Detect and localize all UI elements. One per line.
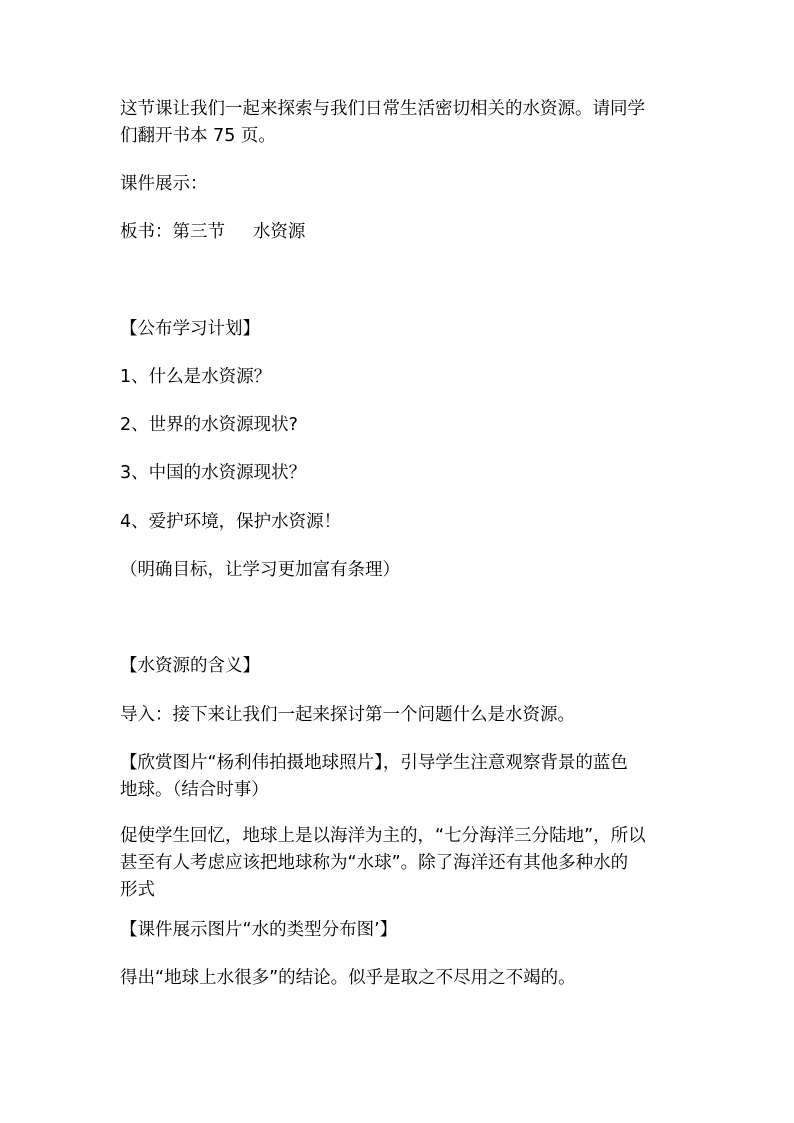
paragraph-picture-line1: 【欣赏图片“杨利伟拍摄地球照片】，引导学生注意观察背景的蓝色 xyxy=(120,753,628,773)
paragraph-intro-line1: 这节课让我们一起来探索与我们日常生活密切相关的水资源。请同学 xyxy=(120,99,645,119)
list-item-2: 2、世界的水资源现状? xyxy=(120,415,298,435)
paragraph-conclusion: 得出“地球上水很多”的结论。似乎是取之不尽用之不竭的。 xyxy=(120,968,576,988)
paragraph-goal: （明确目标，让学习更加富有条理） xyxy=(120,560,400,580)
section-heading-plan: 【公布学习计划】 xyxy=(120,319,260,339)
paragraph-lead-in: 导入：接下来让我们一起来探讨第一个问题什么是水资源。 xyxy=(120,705,575,725)
paragraph-picture-line2: 地球。（结合时事） xyxy=(120,780,269,800)
paragraph-recall-line2: 甚至有人考虑应该把地球称为“水球”。除了海洋还有其他多种水的 xyxy=(120,853,629,873)
paragraph-recall-line1: 促使学生回忆，地球上是以海洋为主的，“七分海洋三分陆地”，所以 xyxy=(120,826,646,846)
list-item-4: 4、爱护环境，保护水资源！ xyxy=(120,512,342,532)
paragraph-intro-line2: 们翻开书本 75 页。 xyxy=(120,126,276,146)
paragraph-recall-line3: 形式 xyxy=(120,880,155,900)
paragraph-blackboard: 板书：第三节 水资源 xyxy=(120,222,306,242)
paragraph-courseware-picture: 【课件展示图片“水的类型分布图’】 xyxy=(120,920,398,940)
paragraph-courseware: 课件展示： xyxy=(120,174,208,194)
list-item-1: 1、什么是水资源？ xyxy=(120,367,272,387)
list-item-3: 3、中国的水资源现状？ xyxy=(120,463,307,483)
section-heading-meaning: 【水资源的含义】 xyxy=(120,656,260,676)
